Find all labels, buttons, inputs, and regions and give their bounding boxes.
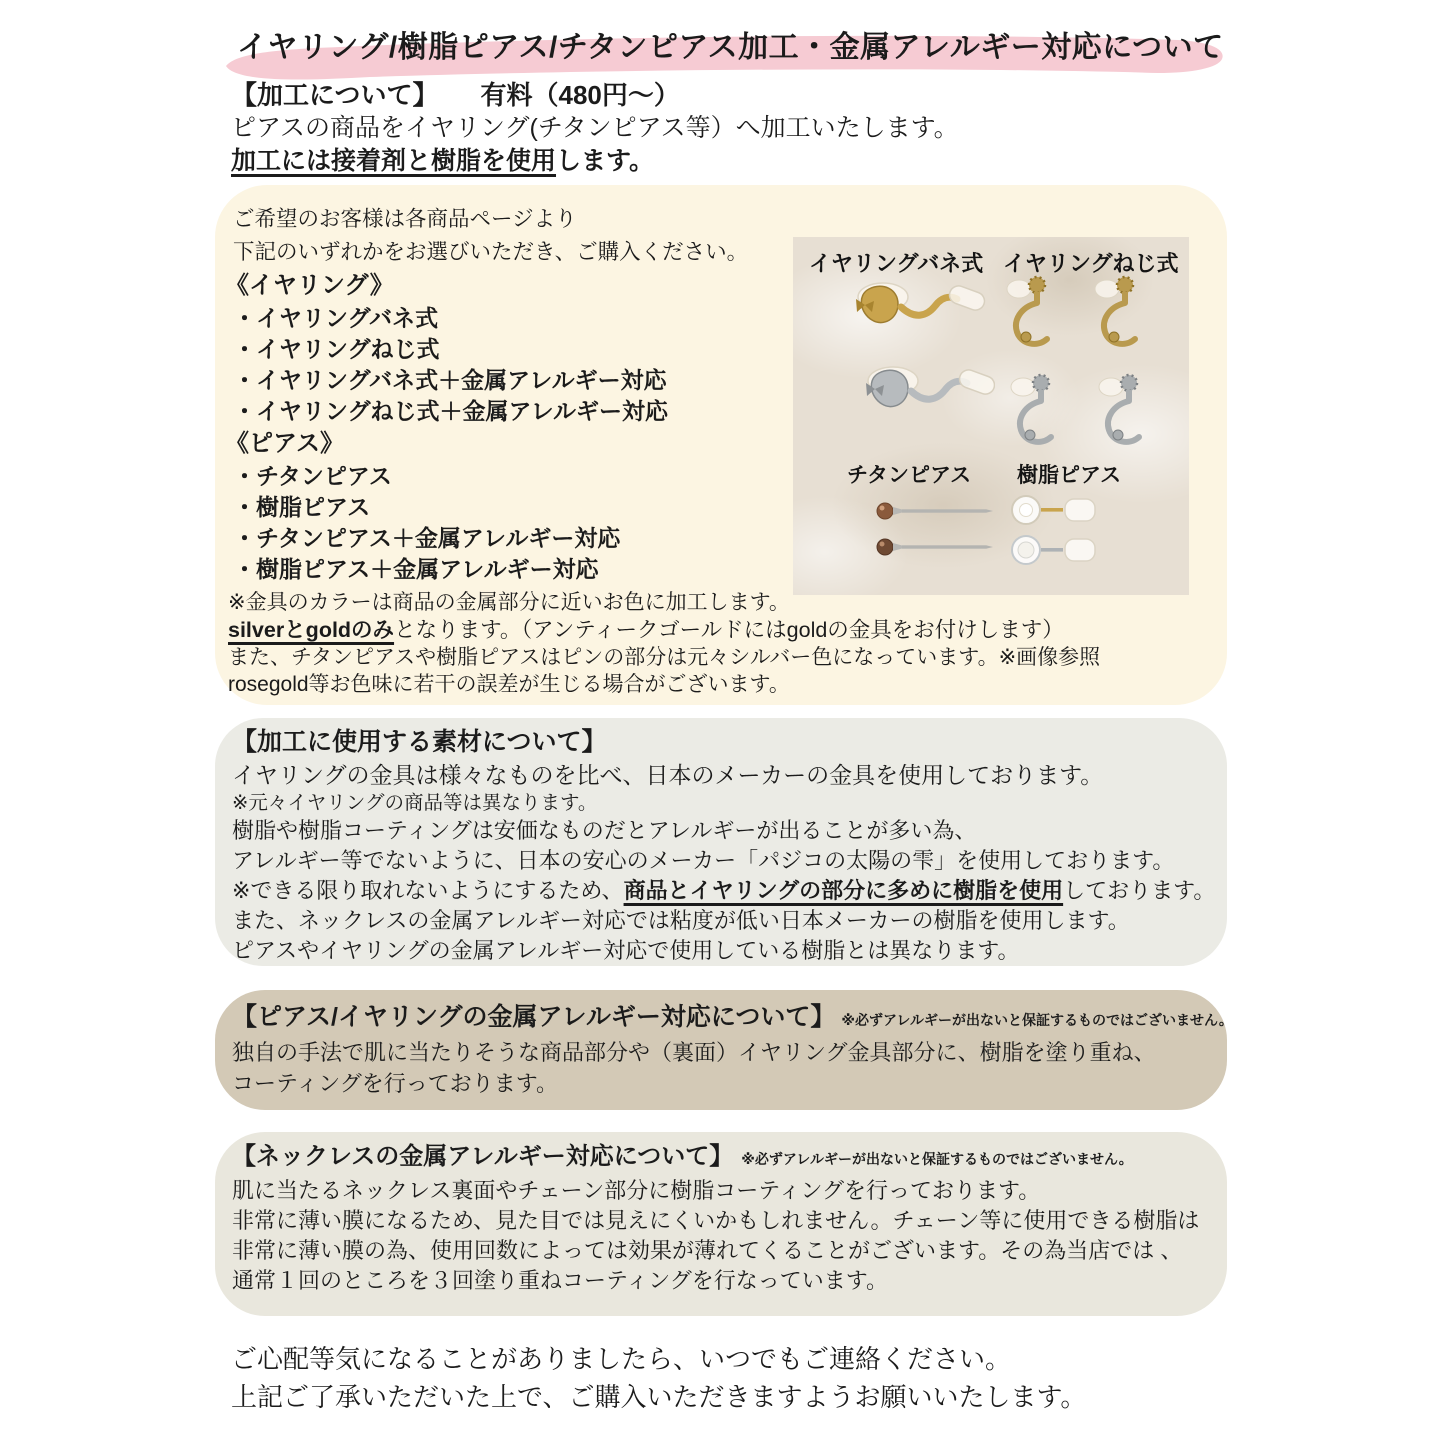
photo-label-resin: 樹脂ピアス [1017,464,1122,487]
photo-label-screw-type: イヤリングねじ式 [1003,251,1179,276]
pierce-option: ・樹脂ピアス＋金属アレルギー対応 [233,556,599,582]
photo-label-titanium: チタンピアス [847,464,972,487]
pierce-options-header: 《ピアス》 [225,430,345,457]
closing-message [231,1340,1086,1416]
closing-line: ご心配等気になることがありましたら、いつでもご連絡ください。 [231,1344,1012,1374]
materials-line: 樹脂や樹脂コーティングは安価なものだとアレルギーが出ることが多い為、 [232,818,977,843]
selection-options-list [225,203,749,585]
processing-intro [231,78,959,178]
earring-option: ・イヤリングバネ式 [233,305,439,331]
earring-option: ・イヤリングバネ式＋金属アレルギー対応 [233,367,667,393]
screw-earrings-illustration [1005,275,1175,457]
pierce-option: ・樹脂ピアス [233,494,371,520]
processing-materials-underlined: 加工には接着剤と樹脂を使用 [231,147,557,175]
processing-label: 【加工について】 [231,80,439,110]
pierce-allergy-line: 独自の手法で肌に当たりそうな商品部分や（裏面）イヤリング金具部分に、樹脂を塗り重ね、 [232,1040,1156,1065]
spring-clip-earrings-illustration [845,279,995,447]
processing-description: ピアスの商品をイヤリング(チタンピアス等）へ加工いたします。 [231,114,959,142]
selection-intro-line2: 下記のいずれかをお選びいただき、ご購入ください。 [233,240,749,264]
necklace-allergy-line: 通常１回のところを３回塗り重ねコーティングを行なっています。 [232,1268,889,1293]
materials-line: アレルギー等でないように、日本の安心のメーカー「パジコの太陽の雫」を使用しております。 [232,848,1175,873]
necklace-allergy-line: 非常に薄い膜になるため、見た目では見えにくいかもしれません。チェーン等に使用できる樹脂は [232,1208,1200,1233]
pierce-allergy-line: コーティングを行っております。 [232,1071,559,1096]
materials-line: また、ネックレスの金属アレルギー対応では粘度が低い日本メーカーの樹脂を使用します。 [232,908,1130,933]
processing-materials-note: 加工には接着剤と樹脂を使用します。 [231,147,655,175]
selection-intro-line1: ご希望のお客様は各商品ページより [233,207,577,231]
selection-box [215,185,1227,705]
materials-line-emphasis: ※できる限り取れないようにするため、商品とイヤリングの部分に多めに樹脂を使用しております。 [232,878,1216,903]
titanium-studs-illustration [873,497,1003,569]
processing-price: 有料（480円〜） [480,80,680,110]
selection-notes [228,589,1100,698]
color-note-1: ※金具のカラーは商品の金属部分に近いお色に加工します。 [228,591,790,614]
earring-hardware-photo [793,237,1189,595]
earring-option: ・イヤリングねじ式＋金属アレルギー対応 [233,398,669,424]
resin-studs-illustration [1009,493,1149,573]
earring-option: ・イヤリングねじ式 [233,336,440,362]
pierce-option: ・チタンピアス＋金属アレルギー対応 [233,525,621,551]
page-title: イヤリング/樹脂ピアス/チタンピアス加工・金属アレルギー対応について [237,31,1224,64]
materials-line: ピアスやイヤリングの金属アレルギー対応で使用している樹脂とは異なります。 [232,938,1020,963]
pierce-allergy-box [215,990,1233,1110]
pierce-allergy-heading: 【ピアス/イヤリングの金属アレルギー対応について】 ※必ずアレルギーが出ないと保証するものではございません。 [232,1003,1233,1031]
closing-line: 上記ご了承いただいた上で、ご購入いただきますようお願いいたします。 [231,1382,1087,1412]
materials-line: イヤリングの金具は様々なものを比べ、日本のメーカーの金具を使用しております。 [232,762,1104,788]
necklace-allergy-line: 肌に当たるネックレス裏面やチェーン部分に樹脂コーティングを行っております。 [232,1178,1041,1203]
pierce-allergy-disclaimer: ※必ずアレルギーが出ないと保証するものではございません。 [841,1012,1233,1028]
materials-note-small: ※元々イヤリングの商品等は異なります。 [232,792,598,814]
color-note-2: silverとgoldのみとなります。（アンティークゴールドにはgoldの金具をお付けします） [228,618,1064,642]
necklace-allergy-disclaimer: ※必ずアレルギーが出ないと保証するものではございません。 [741,1151,1133,1167]
necklace-allergy-line: 非常に薄い膜の為、使用回数によっては効果が薄れてくることがございます。その為当店では 、 [232,1238,1183,1263]
color-note-3: また、チタンピアスや樹脂ピアスはピンの部分は元々シルバー色になっています。※画像参照 [228,646,1101,669]
materials-heading: 【加工に使用する素材について】 [232,728,607,756]
color-note-4: rosegold等お色味に若干の誤差が生じる場合がございます。 [228,673,790,696]
photo-label-spring-type: イヤリングバネ式 [809,251,984,276]
necklace-allergy-heading: 【ネックレスの金属アレルギー対応について】 ※必ずアレルギーが出ないと保証するものではございません。 [232,1143,1133,1170]
earring-options-header: 《イヤリング》 [225,272,394,299]
materials-box [215,718,1227,966]
necklace-allergy-box [215,1132,1227,1316]
pierce-option: ・チタンピアス [233,463,392,489]
